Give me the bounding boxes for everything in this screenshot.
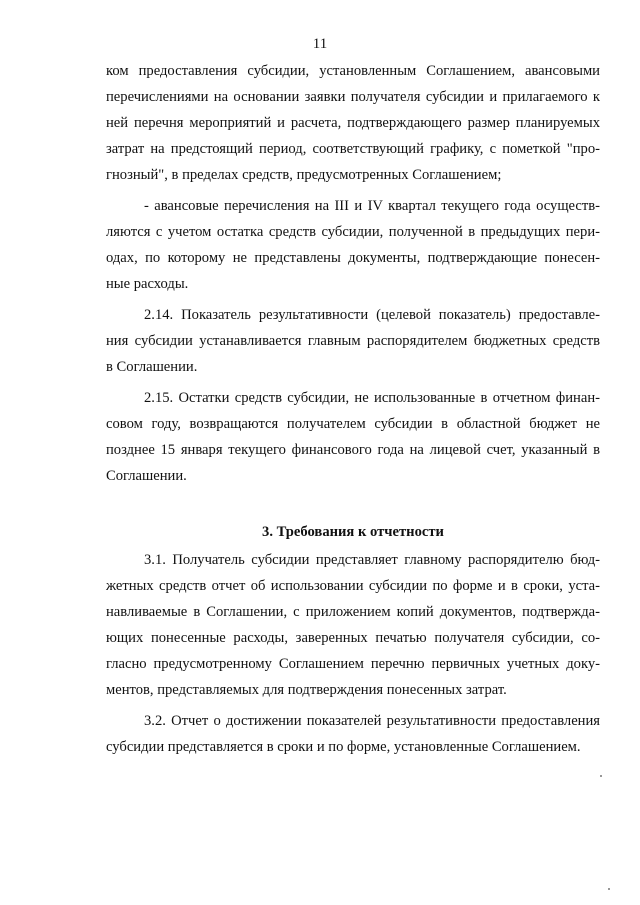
text-line: гласно предусмотренному Соглашением перечню первичных учетных доку- [106, 656, 600, 672]
paragraph-advance-transfers [106, 193, 600, 297]
section-heading: 3. Требования к отчетности [262, 524, 444, 540]
text-line: ляются с учетом остатка средств субсидии, полученной в предыдущих пери- [106, 224, 600, 240]
text-line: ния субсидии устанавливается главным распорядителем бюджетных средств [106, 333, 600, 349]
scan-speck [608, 888, 610, 890]
page-number: 11 [312, 36, 328, 52]
text-line: ком предоставления субсидии, установленным Соглашением, авансовыми [106, 63, 600, 79]
text-line: гнозный", в пределах средств, предусмотренных Соглашением; [106, 167, 502, 183]
text-line: жетных средств отчет об использовании субсидии по форме и в сроки, уста- [106, 578, 600, 594]
text-line: в Соглашении. [106, 359, 198, 375]
text-line: 2.15. Остатки средств субсидии, не использованные в отчетном финан- [144, 390, 600, 406]
paragraph-2-14 [106, 302, 600, 380]
text-line: перечислениями на основании заявки получателя субсидии и прилагаемого к [106, 89, 600, 105]
text-line: ющих понесенные расходы, заверенных печатью получателя субсидии, со- [106, 630, 600, 646]
paragraph-continuation [106, 58, 600, 188]
document-body [106, 58, 600, 760]
paragraphs-after [106, 547, 600, 760]
text-line: - авансовые перечисления на III и IV квартал текущего года осуществ- [144, 198, 600, 214]
text-line: ней перечня мероприятий и расчета, подтверждающего размер планируемых [106, 115, 600, 131]
text-line: одах, по которому не представлены документы, подтверждающие понесен- [106, 250, 600, 266]
text-line: навливаемые в Соглашении, с приложением копий документов, подтвержда- [106, 604, 600, 620]
text-line: субсидии представляется в сроки и по форме, установленные Соглашением. [106, 739, 581, 755]
text-line: 2.14. Показатель результативности (целевой показатель) предоставле- [144, 307, 600, 323]
text-line: Соглашении. [106, 468, 187, 484]
text-line: 3.2. Отчет о достижении показателей результативности предоставления [144, 713, 600, 729]
paragraph-3-1 [106, 547, 600, 703]
paragraph-2-15 [106, 385, 600, 489]
text-line: 3.1. Получатель субсидии представляет главному распорядителю бюд- [144, 552, 600, 568]
paragraph-3-2 [106, 708, 600, 760]
text-line: ные расходы. [106, 276, 189, 292]
text-line: ментов, представляемых для подтверждения понесенных затрат. [106, 682, 507, 698]
text-line: совом году, возвращаются получателем субсидии в областной бюджет не [106, 416, 600, 432]
scan-speck [600, 775, 602, 777]
text-line: позднее 15 января текущего финансового года на лицевой счет, указанный в [106, 442, 600, 458]
text-line: затрат на предстоящий период, соответствующий графику, с пометкой "про- [106, 141, 600, 157]
paragraphs-before [106, 58, 600, 489]
